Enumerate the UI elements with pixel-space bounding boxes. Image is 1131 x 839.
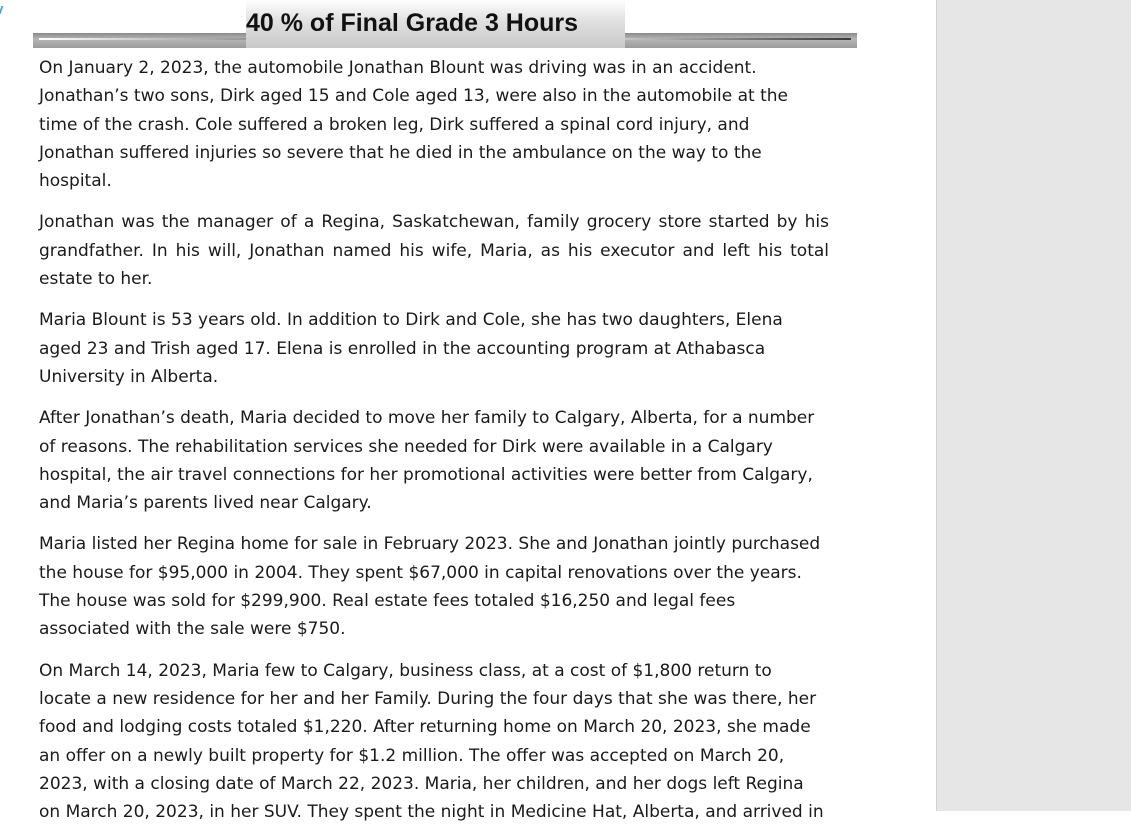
paragraph-house-sale[interactable]: Maria listed her Regina home for sale in February 2023. She and Jonathan jointly purchased the house for $95,000 in 2004. They spent $67,000 in capital renovations over the years. The house was sold for $299,900. Real estate fees totaled $16,250 and legal fees associated with the sale were $750. xyxy=(39,534,821,640)
paragraph-accident[interactable]: On January 2, 2023, the automobile Jonathan Blount was driving was in an accident. Jonathan’s two sons, Dirk aged 15 and Cole aged 13, were also in the automobile at the time of the crash. Cole suffered a broken leg, Dirk suffered a spinal cord injury, and Jonathan suffered injuries so severe that he died in the ambulance on the way to the hospital. xyxy=(39,58,789,192)
paragraph-calgary-trip[interactable]: On March 14, 2023, Maria few to Calgary, business class, at a cost of $1,800 return to locate a new residence for her and her Family. During the four days that she was there, her food and lodging costs totaled $1,220. After returning home on March 20, 2023, she made an offer on a newly built property for $1.2 million. The offer was accepted on March 20, 2023, with a closing date of March 22, 2023. Maria, her children, and her dogs left Regina on March 20, 2023, in her SUV. They spent the night in Medicine Hat, Alberta, and arrived in xyxy=(39,660,824,823)
paragraph-move[interactable]: After Jonathan’s death, Maria decided to move her family to Calgary, Alberta, for a number of reasons. The rehabilitation services she needed for Dirk were available in a Calgary hospital, the air travel connections for her promotional activities were better from Calgary, and Maria’s parents lived near Calgary. xyxy=(39,408,815,514)
paragraph-family[interactable]: Maria Blount is 53 years old. In addition to Dirk and Cole, she has two daughters, Elena aged 23 and Trish aged 17. Elena is enrolled in the accounting program at Athabasca University in Alberta. xyxy=(39,310,783,387)
text-cursor-icon xyxy=(0,6,6,14)
document-body[interactable] xyxy=(39,54,829,839)
title-highlight xyxy=(246,0,625,48)
page-title[interactable]: 40 % of Final Grade 3 Hours xyxy=(246,9,579,37)
paragraph-will[interactable]: Jonathan was the manager of a Regina, Saskatchewan, family grocery store started by his grandfather. In his will, Jonathan named his wife, Maria, as his executor and left his total estate to her. xyxy=(39,212,829,290)
side-panel xyxy=(936,0,1131,811)
